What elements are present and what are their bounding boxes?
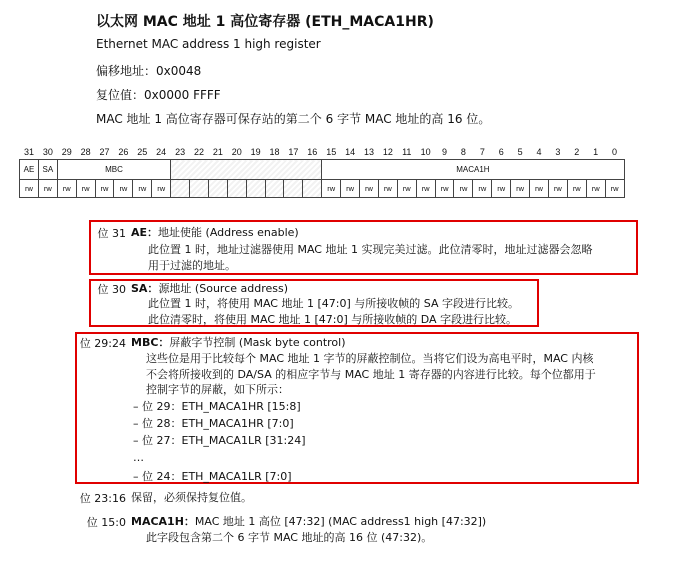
bit-number: 8 (460, 147, 466, 157)
field-reserved-desc: 保留，必须保持复位值。 (131, 491, 252, 504)
field-mbc-desc (146, 351, 596, 398)
register-field-cell: SA (38, 160, 57, 180)
access-cell: rw (341, 180, 360, 198)
access-cell: rw (20, 180, 39, 198)
register-subtitle: Ethernet MAC address 1 high register (96, 37, 321, 51)
field-maca1h-desc (146, 530, 432, 546)
field-name-mbc: MBC： (131, 336, 170, 349)
access-cell: rw (360, 180, 379, 198)
access-cell: rw (416, 180, 435, 198)
bit-number: 1 (593, 147, 599, 157)
reserved-access-cell (227, 180, 246, 198)
reserved-access-cell (171, 180, 190, 198)
list-item: – 位 24：ETH_MACA1LR [7:0] (133, 470, 292, 483)
register-field-cell: AE (20, 160, 39, 180)
bit-number: 2 (574, 147, 580, 157)
bit-number: 12 (382, 147, 393, 157)
reserved-access-cell (265, 180, 284, 198)
access-cell: rw (114, 180, 133, 198)
access-cell: rw (492, 180, 511, 198)
list-item: … (133, 451, 144, 464)
field-name-sa: SA： (131, 282, 159, 295)
field-ae-desc-title: 地址使能 (Address enable) (158, 226, 299, 239)
field-sa-desc-title: 源地址 (Source address) (158, 282, 289, 295)
bit-label-23-16: 位 23:16 (79, 492, 126, 505)
bit-number: 15 (326, 147, 337, 157)
reserved-access-cell (190, 180, 209, 198)
field-name-ae: AE： (131, 226, 159, 239)
offset-address: 偏移地址：0x0048 (96, 64, 202, 78)
reserved-access-cell (303, 180, 322, 198)
list-item: – 位 27：ETH_MACA1LR [31:24] (133, 434, 306, 447)
desc-line: 此字段包含第二个 6 字节 MAC 地址的高 16 位 (47:32)。 (146, 531, 433, 544)
field-maca1h-title (131, 514, 486, 530)
desc-line: 此位置 1 时，地址过滤器使用 MAC 地址 1 实现完美过滤。此位清零时，地址过滤器会忽略 (148, 243, 593, 256)
bit-number: 5 (517, 147, 523, 157)
bit-number: 24 (156, 147, 167, 157)
bit-number: 29 (61, 147, 72, 157)
access-cell: rw (38, 180, 57, 198)
reserved-field-cell (171, 160, 322, 180)
field-mbc-desc-title: 屏蔽字节控制 (Mask byte control) (169, 336, 346, 349)
bit-number: 27 (99, 147, 110, 157)
bit-number: 30 (42, 147, 53, 157)
bit-number: 10 (420, 147, 431, 157)
access-cell: rw (133, 180, 152, 198)
bit-number: 3 (555, 147, 561, 157)
bit-number: 21 (212, 147, 223, 157)
access-cell: rw (605, 180, 624, 198)
bit-number: 7 (479, 147, 485, 157)
desc-line: 控制字节的屏蔽，如下所示： (146, 383, 289, 396)
desc-line: 此位置 1 时，将使用 MAC 地址 1 [47:0] 与所接收帧的 SA 字段进行比较。 (148, 297, 519, 310)
access-cell: rw (322, 180, 341, 198)
list-item: – 位 28：ETH_MACA1HR [7:0] (133, 417, 294, 430)
mbc-bit-list (133, 398, 306, 485)
bit-number: 26 (118, 147, 129, 157)
desc-line: 不会将所接收到的 DA/SA 的相应字节与 MAC 地址 1 寄存器的内容进行比较。每个位都用于 (146, 367, 596, 381)
bit-label-31: 位 31 (97, 227, 126, 240)
access-cell: rw (511, 180, 530, 198)
bit-number: 16 (307, 147, 318, 157)
bit-number: 20 (231, 147, 242, 157)
reset-value: 复位值：0x0000 FFFF (96, 88, 221, 102)
access-cell: rw (95, 180, 114, 198)
reserved-access-cell (246, 180, 265, 198)
bit-label-30: 位 30 (97, 283, 126, 296)
access-cell: rw (152, 180, 171, 198)
register-field-cell: MBC (57, 160, 170, 180)
access-cell: rw (530, 180, 549, 198)
access-cell: rw (76, 180, 95, 198)
field-mbc-title (131, 335, 346, 351)
register-field-cell: MACA1H (322, 160, 624, 180)
bit-number: 4 (536, 147, 542, 157)
reserved-access-cell (284, 180, 303, 198)
access-cell: rw (454, 180, 473, 198)
bit-number: 19 (250, 147, 261, 157)
bit-number: 25 (137, 147, 148, 157)
desc-line: 这些位是用于比较每个 MAC 地址 1 字节的屏蔽控制位。当将它们设为高电平时，MAC 内核 (146, 352, 594, 365)
bit-number: 22 (193, 147, 204, 157)
bit-number: 23 (175, 147, 186, 157)
field-ae-title (131, 225, 299, 241)
desc-line: 此位清零时，将使用 MAC 地址 1 [47:0] 与所接收帧的 DA 字段进行比较。 (148, 312, 518, 326)
access-cell: rw (473, 180, 492, 198)
access-cell: rw (567, 180, 586, 198)
bit-number: 11 (402, 147, 412, 157)
bit-number: 28 (80, 147, 91, 157)
bit-number: 13 (363, 147, 374, 157)
list-item: – 位 29：ETH_MACA1HR [15:8] (133, 400, 301, 413)
field-ae-desc (148, 242, 592, 273)
access-cell: rw (397, 180, 416, 198)
bit-number: 0 (612, 147, 618, 157)
bit-number: 31 (23, 147, 34, 157)
bit-number: 17 (288, 147, 299, 157)
bit-number: 14 (345, 147, 356, 157)
field-name-maca1h: MACA1H： (131, 515, 195, 528)
access-cell: rw (548, 180, 567, 198)
bit-label-15-0: 位 15:0 (86, 516, 126, 529)
register-description: MAC 地址 1 高位寄存器可保存站的第二个 6 字节 MAC 地址的高 16 位。 (96, 112, 491, 126)
field-sa-desc (148, 296, 519, 327)
access-cell: rw (378, 180, 397, 198)
desc-line: 用于过滤的地址。 (148, 258, 236, 272)
bit-number: 6 (498, 147, 504, 157)
access-cell: rw (435, 180, 454, 198)
register-bit-table (19, 145, 625, 198)
field-maca1h-desc-title: MAC 地址 1 高位 [47:32] (MAC address1 high [47:32]) (194, 515, 487, 528)
access-cell: rw (57, 180, 76, 198)
field-sa-title (131, 281, 288, 297)
bit-label-29-24: 位 29:24 (79, 337, 126, 350)
access-cell: rw (586, 180, 605, 198)
bit-number: 9 (442, 147, 448, 157)
bit-number: 18 (269, 147, 280, 157)
reserved-access-cell (208, 180, 227, 198)
page-title: 以太网 MAC 地址 1 高位寄存器 (ETH_MACA1HR) (96, 14, 434, 30)
